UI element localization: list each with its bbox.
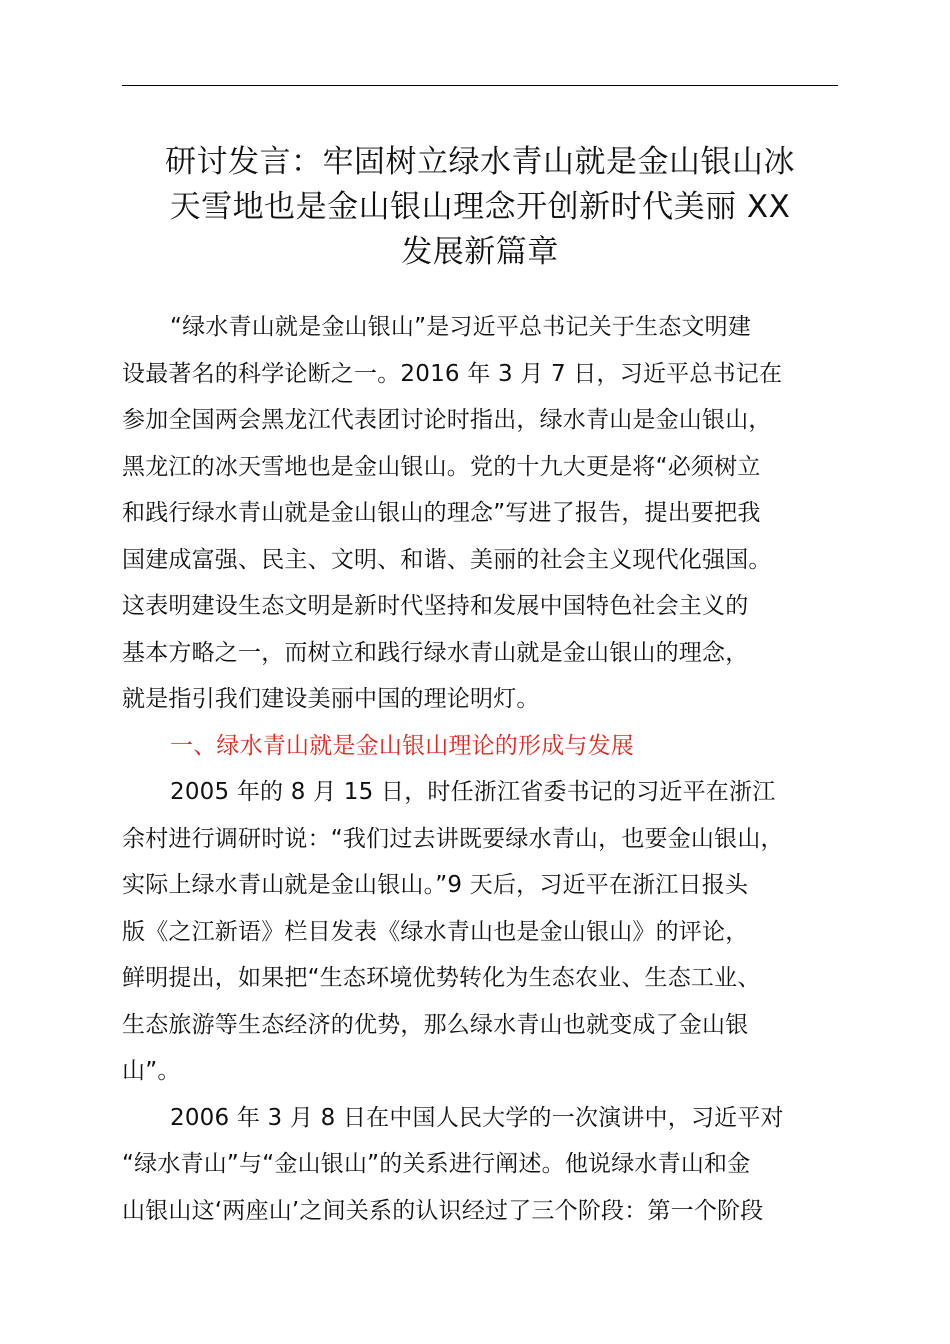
- paragraph-2006: [122, 1095, 842, 1235]
- paragraph-line: 山银山这‘两座山’之间关系的认识经过了三个阶段：第一个阶段: [122, 1197, 764, 1224]
- paragraph-line: 山”。: [122, 1058, 181, 1084]
- title-line: 发展新篇章: [401, 234, 559, 270]
- paragraph-line: “绿水青山就是金山银山”是习近平总书记关于生态文明建: [170, 314, 752, 340]
- document-title: [122, 140, 838, 275]
- header-rule: [122, 85, 838, 86]
- section-heading-text: 一、绿水青山就是金山银山理论的形成与发展: [170, 732, 634, 759]
- paragraph-line: 生态旅游等生态经济的优势，那么绿水青山也就变成了金山银: [122, 1011, 749, 1038]
- title-line: 天雪地也是金山银山理念开创新时代美丽 XX: [169, 189, 791, 225]
- paragraph-line: 就是指引我们建设美丽中国的理论明灯。: [122, 686, 540, 712]
- paragraph-line: 黑龙江的冰天雪地也是金山银山。党的十九大更是将“必须树立: [122, 453, 761, 480]
- paragraph-line: 实际上绿水青山就是金山银山。”9 天后，习近平在浙江日报头: [122, 872, 749, 898]
- paragraph-line: 这表明建设生态文明是新时代坚持和发展中国特色社会主义的: [122, 593, 749, 619]
- paragraph-line: 2005 年的 8 月 15 日，时任浙江省委书记的习近平在浙江: [170, 779, 776, 805]
- paragraph-line: 设最著名的科学论断之一。2016 年 3 月 7 日，习近平总书记在: [122, 360, 783, 387]
- paragraph-line: 余村进行调研时说：“我们过去讲既要绿水青山，也要金山银山，: [122, 825, 784, 852]
- paragraph-line: 和践行绿水青山就是金山银山的理念”写进了报告，提出要把我: [122, 500, 761, 526]
- paragraph-line: “绿水青山”与“金山银山”的关系进行阐述。他说绿水青山和金: [122, 1151, 751, 1177]
- paragraph-line: 鲜明提出，如果把“生态环境优势转化为生态农业、生态工业、: [122, 965, 761, 991]
- paragraph-line: 版《之江新语》栏目发表《绿水青山也是金山银山》的评论，: [122, 918, 749, 945]
- document-body: [122, 304, 842, 1234]
- paragraph-line: 基本方略之一，而树立和践行绿水青山就是金山银山的理念，: [122, 639, 749, 666]
- title-line: 研讨发言：牢固树立绿水青山就是金山银山冰: [165, 144, 795, 180]
- paragraph-line: 2006 年 3 月 8 日在中国人民大学的一次演讲中，习近平对: [170, 1104, 784, 1131]
- section-heading: [122, 723, 842, 770]
- paragraph-line: 国建成富强、民主、文明、和谐、美丽的社会主义现代化强国。: [122, 546, 772, 573]
- paragraph-line: 参加全国两会黑龙江代表团讨论时指出，绿水青山是金山银山，: [122, 407, 772, 433]
- paragraph-2005: [122, 769, 842, 1095]
- paragraph-intro: [122, 304, 842, 723]
